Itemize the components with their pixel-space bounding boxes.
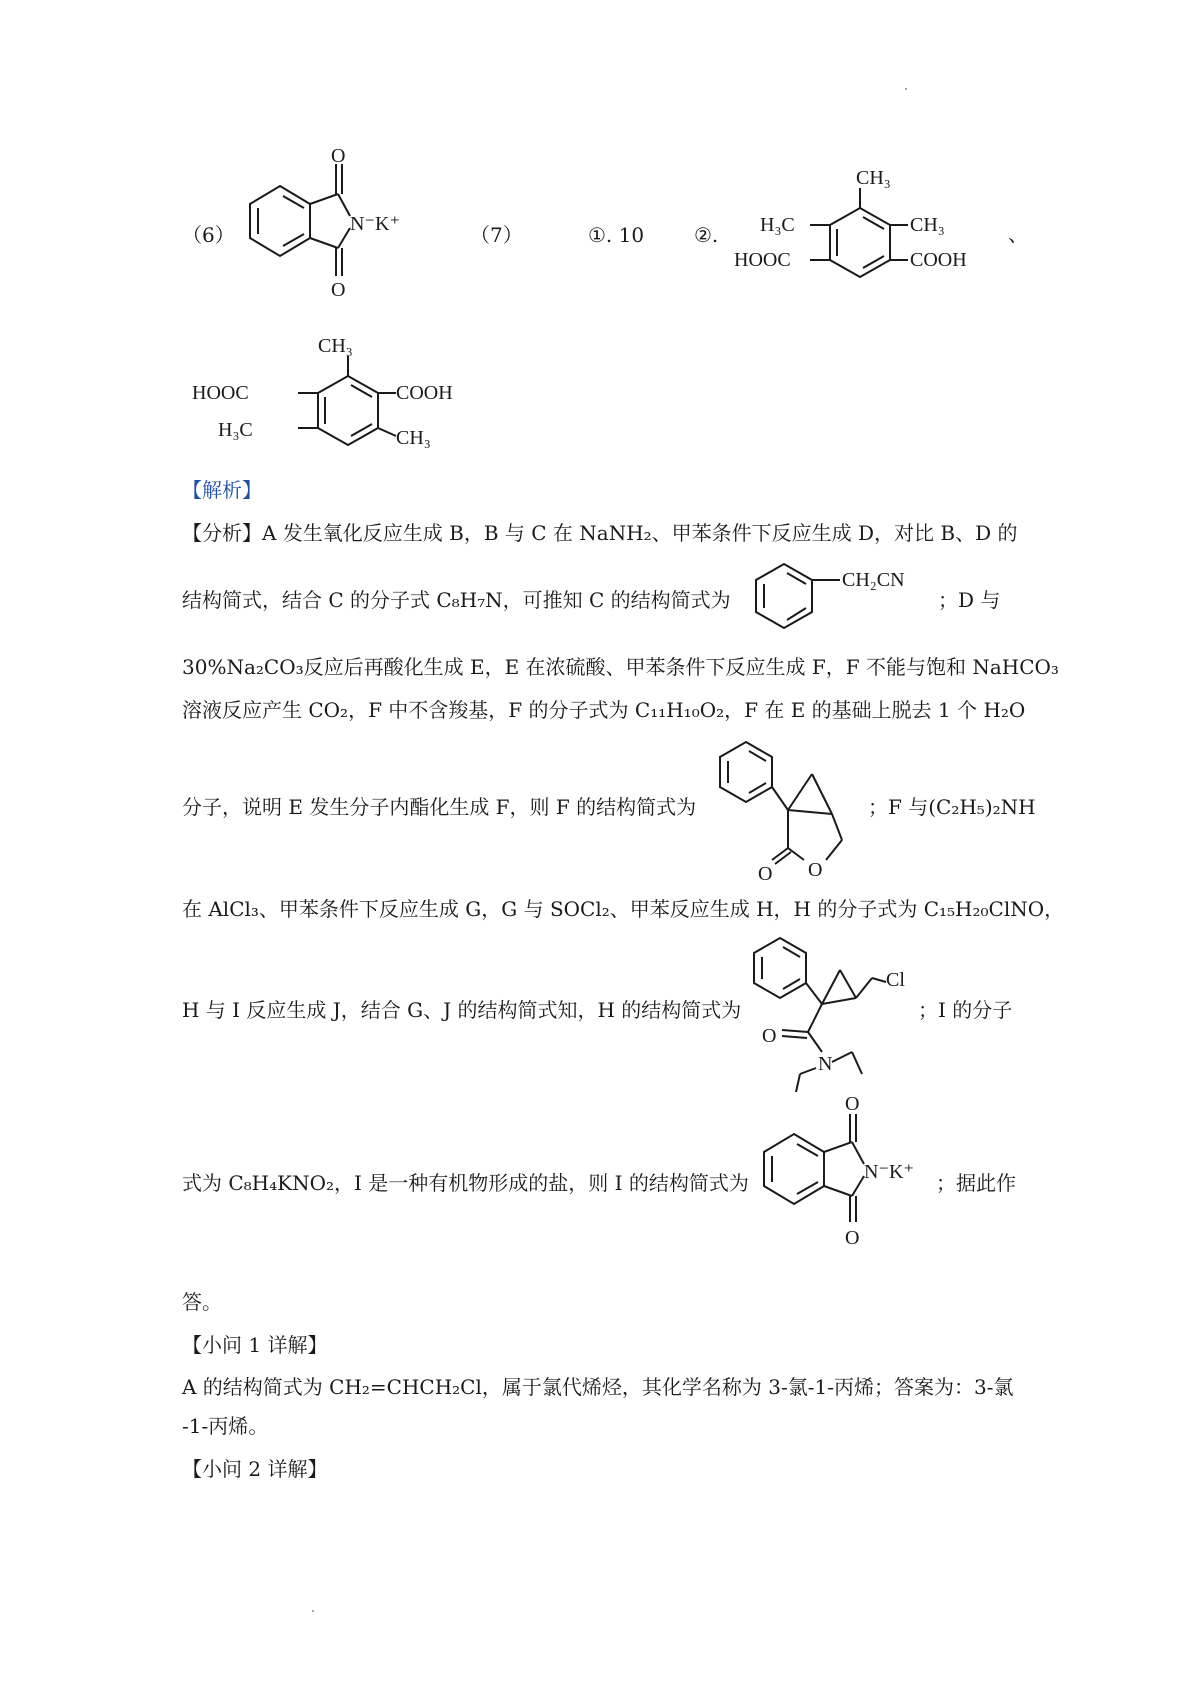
q7-part1: ①. 10	[588, 223, 645, 247]
sub1-heading: 【小问 1 详解】	[182, 1333, 328, 1357]
sub2-heading: 【小问 2 详解】	[182, 1457, 328, 1481]
page-mark-top	[905, 88, 907, 90]
oxygen-label: O	[331, 145, 346, 167]
q6-label: （6）	[182, 223, 235, 247]
analysis-line-2b: ；D 与	[938, 588, 1001, 612]
hooc-label: HOOC	[734, 249, 791, 271]
analysis-line-7a: H 与 I 反应生成 J，结合 G、J 的结构简式知，H 的结构简式为	[182, 998, 742, 1022]
analysis-line-2a: 结构简式，结合 C 的分子式 C₈H₇N，可推知 C 的结构简式为	[182, 588, 731, 612]
ch3-label: CH₃	[910, 214, 945, 236]
dimethyl-trimethyl-benzene-dicarboxylic-acid-2	[190, 336, 490, 466]
analysis-line-6: 在 AlCl₃、甲苯条件下反应生成 G，G 与 SOCl₂、甲苯反应生成 H，H 的分子式为 C₁₅H₂₀ClNO，	[182, 897, 1065, 921]
compound-h-structure	[752, 934, 912, 1094]
cooh-label: COOH	[910, 249, 967, 271]
n-k-label: N⁻K⁺	[350, 213, 400, 235]
sub1-line-2: -1-丙烯。	[182, 1414, 269, 1438]
ch3-label: CH₃	[396, 427, 431, 449]
analysis-line-3: 30%Na₂CO₃反应后再酸化生成 E，E 在浓硫酸、甲苯条件下反应生成 F，F 不能与饱和 NaHCO₃	[182, 655, 1059, 679]
oxygen-label: O	[762, 1025, 777, 1047]
oxygen-label: O	[845, 1093, 860, 1115]
lactone-f-structure	[716, 738, 866, 888]
h3c-label: H₃C	[218, 419, 253, 441]
oxygen-label: O	[758, 863, 773, 885]
n-k-label: N⁻K⁺	[864, 1161, 914, 1183]
ch3-label: CH₃	[318, 335, 353, 357]
ch2cn-label: CH₂CN	[842, 569, 905, 591]
cooh-label: COOH	[396, 382, 453, 404]
analysis-line-1: 【分析】A 发生氧化反应生成 B，B 与 C 在 NaNH₂、甲苯条件下反应生成 D，对比 B、D 的	[182, 521, 1018, 545]
analysis-line-4: 溶液反应产生 CO₂，F 中不含羧基，F 的分子式为 C₁₁H₁₀O₂，F 在 E 的基础上脱去 1 个 H₂O	[182, 698, 1026, 722]
oxygen-label: O	[331, 279, 346, 301]
h3c-label: H₃C	[760, 214, 795, 236]
analysis-line-5b: ；F 与(C₂H₅)₂NH	[868, 795, 1036, 819]
separator-mark: 、	[1008, 222, 1028, 246]
analysis-line-8a: 式为 C₈H₄KNO₂，I 是一种有机物形成的盐，则 I 的结构简式为	[182, 1171, 749, 1195]
analysis-line-7b: ；I 的分子	[918, 998, 1013, 1022]
benzyl-cyanide-structure	[752, 558, 932, 638]
phthalimide-k-structure-2	[752, 1093, 932, 1268]
hooc-label: HOOC	[192, 382, 249, 404]
phthalimide-k-structure-1	[238, 145, 418, 320]
nitrogen-label: N	[818, 1053, 833, 1075]
page-mark-bottom	[312, 1610, 314, 1612]
analysis-line-5a: 分子，说明 E 发生分子内酯化生成 F，则 F 的结构简式为	[182, 795, 697, 819]
oxygen-label: O	[845, 1227, 860, 1249]
q7-label: （7）	[470, 223, 523, 247]
dimethyl-trimethyl-benzene-dicarboxylic-acid-1	[730, 168, 990, 298]
analysis-heading: 【解析】	[182, 478, 262, 502]
sub1-line-1: A 的结构简式为 CH₂=CHCH₂Cl，属于氯代烯烃，其化学名称为 3-氯-1-丙烯；答案为：3-氯	[182, 1375, 1014, 1399]
q7-part2-marker: ②.	[694, 223, 719, 247]
analysis-line-8b: ；据此作	[936, 1171, 1016, 1195]
ch3-label: CH₃	[856, 167, 891, 189]
analysis-line-9: 答。	[182, 1290, 222, 1314]
chlorine-label: Cl	[886, 969, 905, 991]
oxygen-label: O	[808, 859, 823, 881]
